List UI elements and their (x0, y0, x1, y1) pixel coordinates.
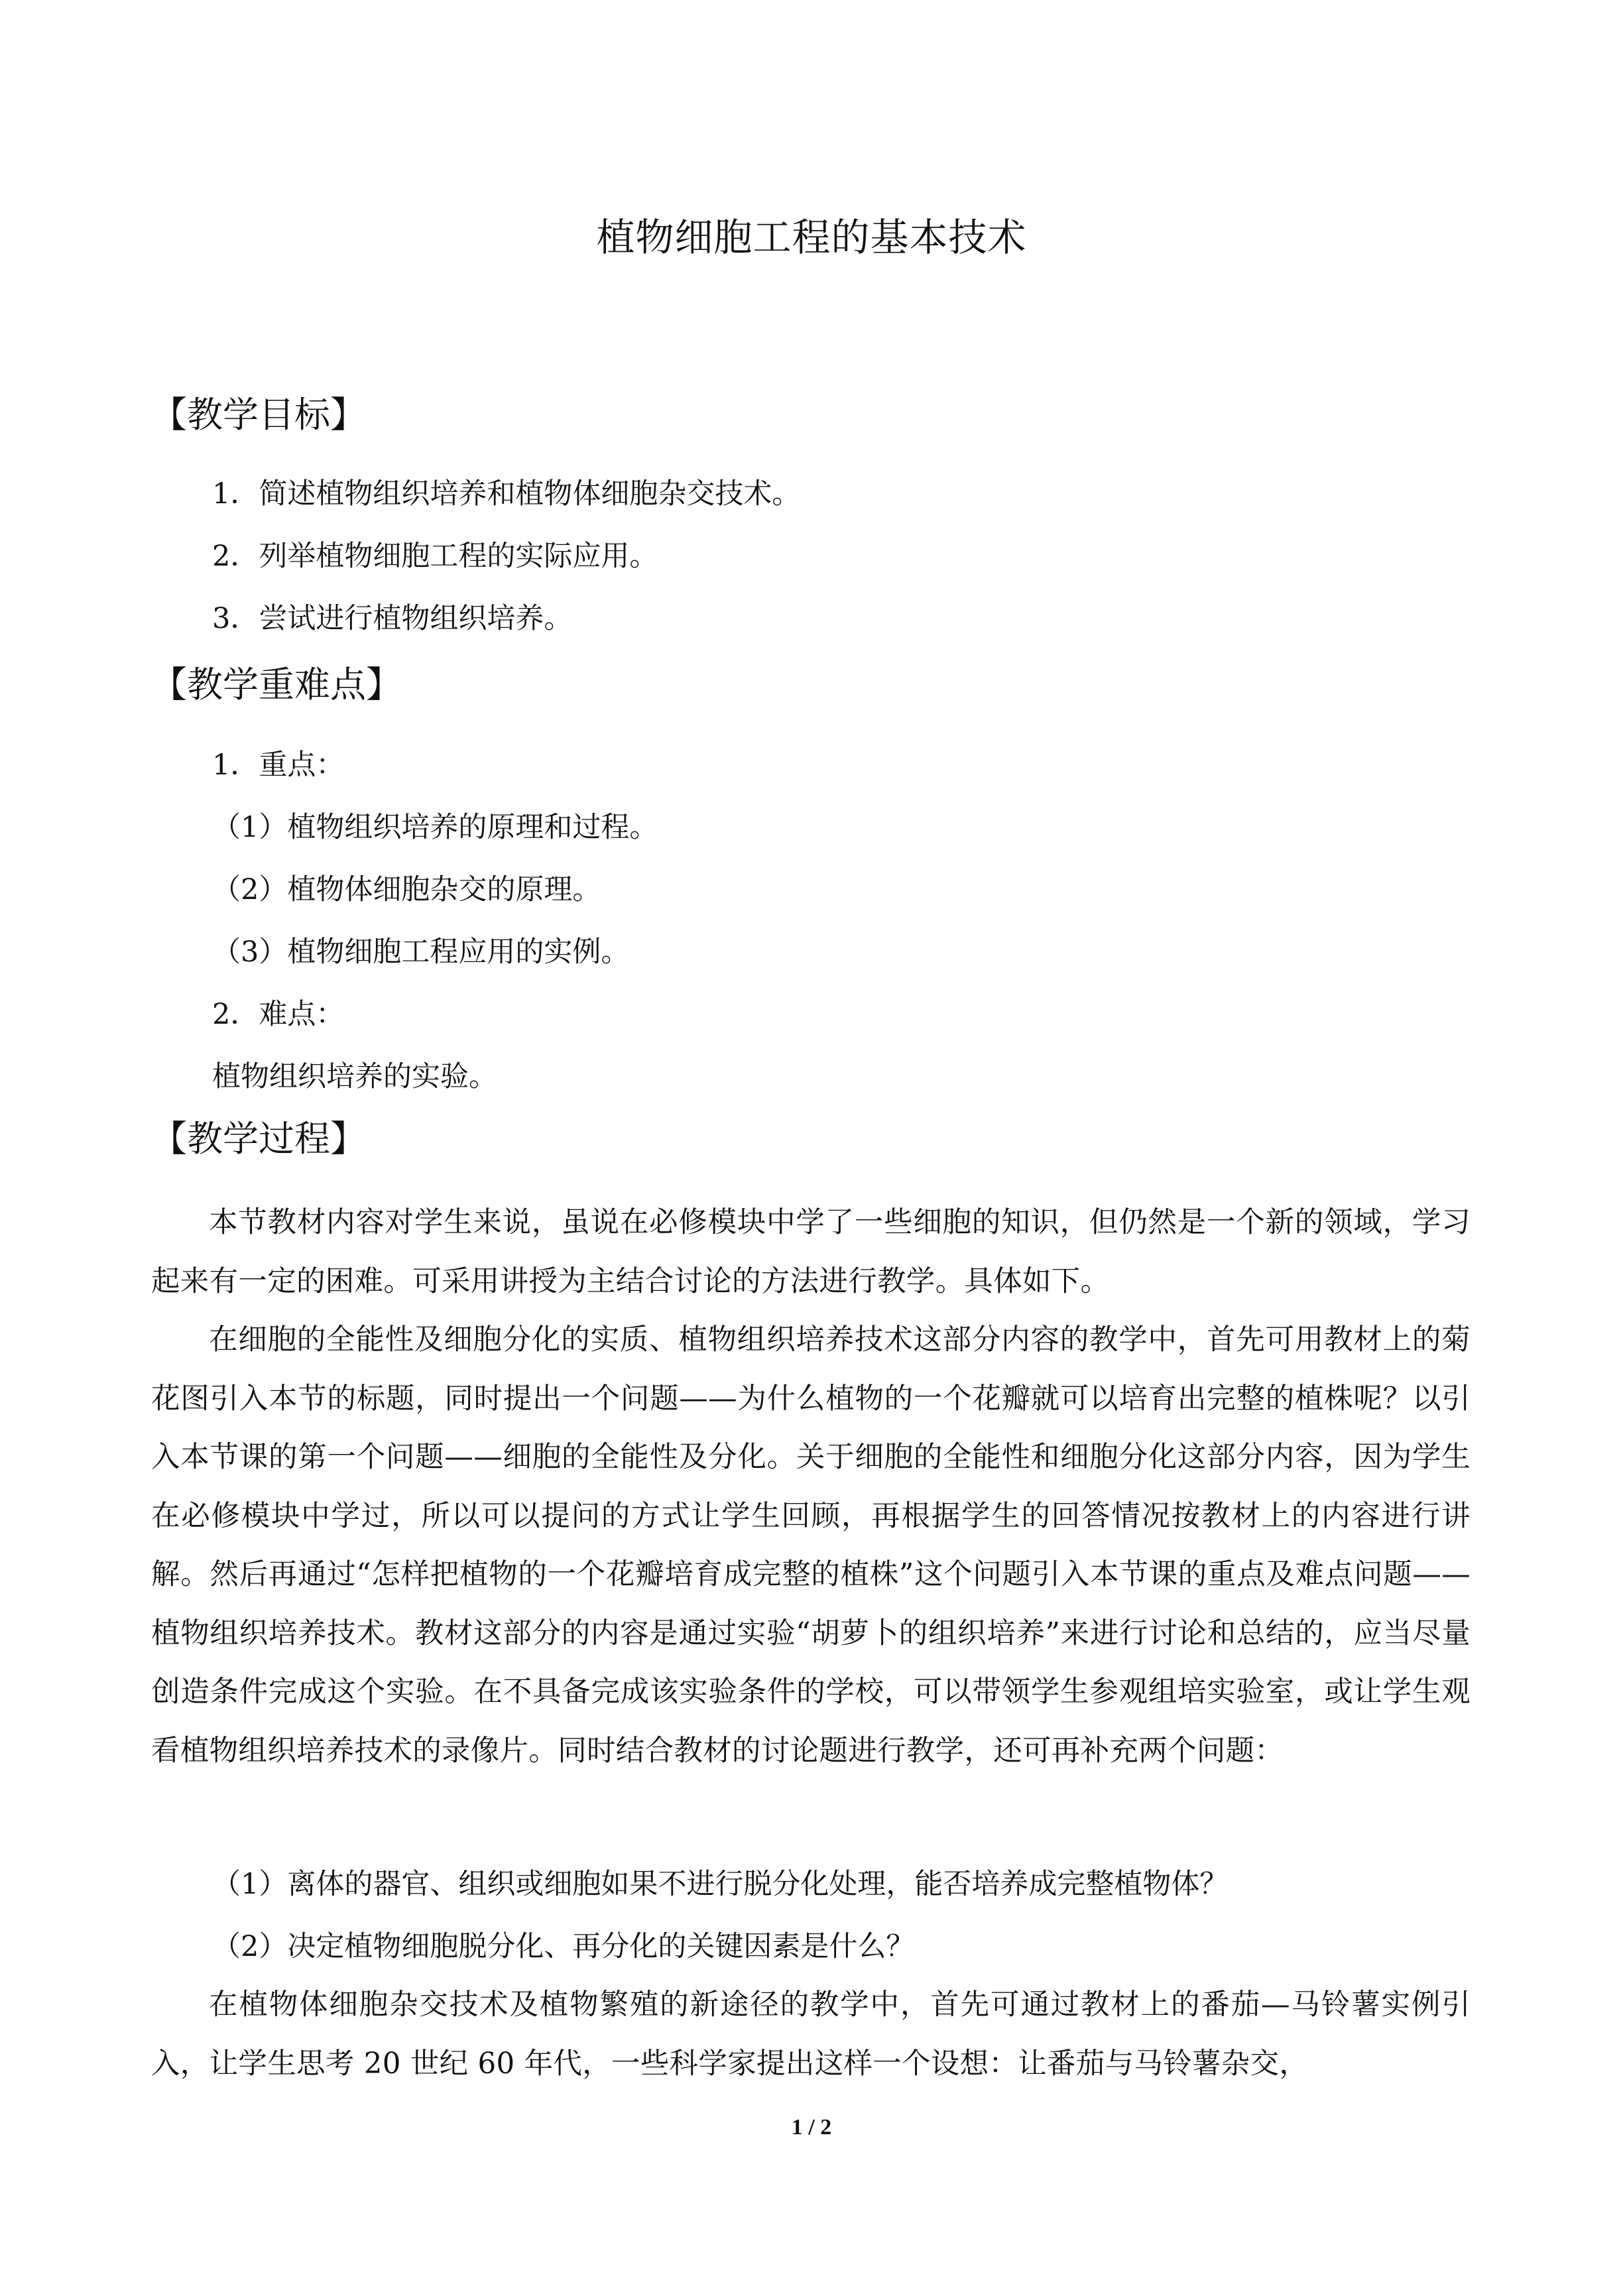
process-paragraph: 在细胞的全能性及细胞分化的实质、植物组织培养技术这部分内容的教学中，首先可用教材上的菊花图引入本节的标题，同时提出一个问题——为什么植物的一个花瓣就可以培育出完整的植株呢？以引入本节课的第一个问题——细胞的全能性及分化。关于细胞的全能性和细胞分化这部分内容，因为学生在必修模块中学过，所以可以提问的方式让学生回顾，再根据学生的回答情况按教材上的内容进行讲解。然后再通过“怎样把植物的一个花瓣培育成完整的植株”这个问题引入本节课的重点及难点问题——植物组织培养技术。教材这部分的内容是通过实验“胡萝卜的组织培养”来进行讨论和总结的，应当尽量创造条件完成这个实验。在不具备完成该实验条件的学校，可以带领学生参观组培实验室，或让学生观看植物组织培养技术的录像片。同时结合教材的讨论题进行教学，还可再补充两个问题： (151, 1323, 1471, 1768)
important-item: （1）植物组织培养的原理和过程。 (212, 811, 658, 844)
important-item: （3）植物细胞工程应用的实例。 (212, 936, 630, 969)
process-paragraph: 在植物体细胞杂交技术及植物繁殖的新途径的教学中，首先可通过教材上的番茄—马铃薯实例引入，让学生思考 20 世纪 60 年代，一些科学家提出这样一个设想：让番茄与马铃薯杂交， (151, 1988, 1471, 2081)
important-label: 1．重点： (212, 749, 345, 782)
objective-item: 3．尝试进行植物组织培养。 (212, 602, 573, 635)
document-title: 植物细胞工程的基本技术 (596, 215, 1027, 260)
question-item: （1）离体的器官、组织或细胞如果不进行脱分化处理，能否培养成完整植物体？ (212, 1868, 1229, 1901)
process-paragraph: 本节教材内容对学生来说，虽说在必修模块中学了一些细胞的知识，但仍然是一个新的领域，学习起来有一定的困难。可采用讲授为主结合讨论的方法进行教学。具体如下。 (151, 1206, 1471, 1298)
difficult-label: 2．难点： (212, 998, 345, 1031)
section-heading-key-points: 【教学重难点】 (151, 664, 402, 705)
section-heading-objectives: 【教学目标】 (151, 394, 366, 436)
important-item: （2）植物体细胞杂交的原理。 (212, 873, 601, 906)
difficult-text: 植物组织培养的实验。 (212, 1060, 497, 1093)
page-number: 1 / 2 (791, 2115, 832, 2140)
objective-item: 1．简述植物组织培养和植物体细胞杂交技术。 (212, 477, 801, 511)
section-heading-process: 【教学过程】 (151, 1118, 366, 1160)
question-item: （2）决定植物细胞脱分化、再分化的关键因素是什么？ (212, 1930, 915, 1963)
objective-item: 2．列举植物细胞工程的实际应用。 (212, 540, 658, 573)
